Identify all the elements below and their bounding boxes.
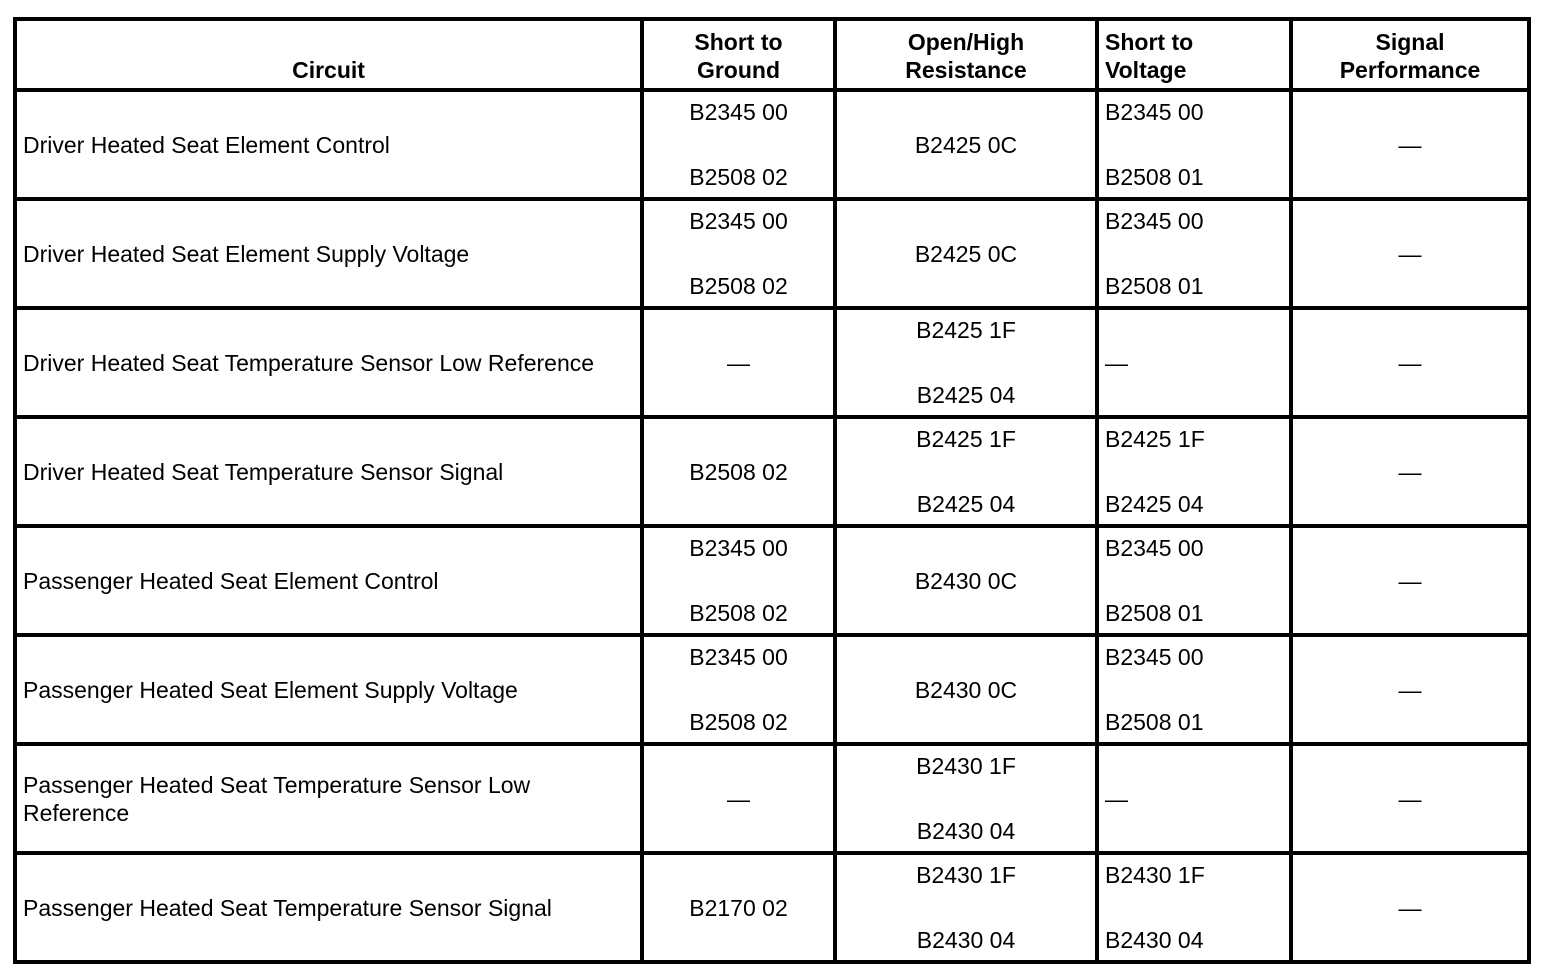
header-signal-performance-line-2: Performance [1339, 57, 1481, 83]
header-short-to-ground-line-1: Short to [694, 29, 783, 55]
signal-performance-values [1293, 203, 1527, 304]
table-header-row [15, 19, 1529, 90]
signal-performance-cell [1291, 308, 1529, 417]
dtc-code: B2345 00 [689, 535, 788, 561]
open-high-resistance-cell [835, 526, 1097, 635]
open-high-resistance-values [837, 639, 1095, 740]
header-short-to-voltage [1097, 19, 1291, 90]
signal-performance-cell [1291, 853, 1529, 962]
dtc-code: — [727, 349, 750, 376]
dtc-code: B2345 00 [1105, 535, 1204, 561]
dtc-code: B2425 1F [1105, 426, 1205, 452]
open-high-resistance-cell [835, 90, 1097, 199]
dtc-code: B2345 00 [689, 208, 788, 234]
circuit-name: Driver Heated Seat Temperature Sensor Low Reference [23, 349, 595, 376]
circuit-name: Passenger Heated Seat Temperature Sensor Signal [23, 894, 552, 921]
circuit-name: Driver Heated Seat Element Supply Voltage [23, 240, 470, 267]
open-high-resistance-values [837, 312, 1095, 413]
dtc-code: — [1398, 676, 1422, 703]
short-to-voltage-cell [1097, 417, 1291, 526]
open-high-resistance-cell [835, 635, 1097, 744]
dtc-code: — [1398, 349, 1422, 376]
open-high-resistance-cell [835, 853, 1097, 962]
short-to-voltage-values [1099, 203, 1289, 304]
short-to-voltage-cell [1097, 853, 1291, 962]
dtc-code: B2425 04 [1105, 491, 1204, 517]
dtc-code: B2508 01 [1105, 709, 1204, 735]
header-short-to-ground [642, 19, 835, 90]
signal-performance-cell [1291, 199, 1529, 308]
dtc-code: B2345 00 [1105, 208, 1204, 234]
dtc-code: B2345 00 [689, 99, 788, 125]
header-circuit-label: Circuit [292, 57, 365, 83]
short-to-voltage-values [1099, 312, 1289, 413]
short-to-voltage-cell [1097, 90, 1291, 199]
circuit-name: Passenger Heated Seat Element Supply Voltage [23, 676, 518, 703]
circuit-name: Driver Heated Seat Element Control [23, 131, 390, 158]
circuit-cell [15, 853, 642, 962]
short-to-ground-cell [642, 417, 835, 526]
header-short-to-voltage-line-2: Voltage [1105, 57, 1187, 83]
short-to-ground-values [644, 857, 833, 958]
short-to-ground-cell [642, 635, 835, 744]
dtc-code: B2508 02 [689, 709, 788, 735]
open-high-resistance-cell [835, 744, 1097, 853]
dtc-code: B2508 02 [689, 273, 788, 299]
header-circuit [15, 19, 642, 90]
dtc-code: — [1105, 349, 1128, 376]
dtc-code: — [1398, 785, 1422, 812]
short-to-ground-cell [642, 853, 835, 962]
table-row [15, 526, 1529, 635]
dtc-code: B2345 00 [689, 644, 788, 670]
short-to-voltage-cell [1097, 744, 1291, 853]
dtc-code: — [1398, 458, 1422, 485]
dtc-code: B2508 01 [1105, 273, 1204, 299]
signal-performance-cell [1291, 635, 1529, 744]
signal-performance-values [1293, 421, 1527, 522]
table-row [15, 199, 1529, 308]
short-to-voltage-values [1099, 94, 1289, 195]
dtc-code: B2508 02 [689, 164, 788, 190]
circuit-cell [15, 308, 642, 417]
header-open-high-resistance [835, 19, 1097, 90]
dtc-code: — [1105, 785, 1128, 812]
header-open-high-resistance-line-2: Resistance [905, 57, 1027, 83]
table-row [15, 635, 1529, 744]
circuit-cell [15, 90, 642, 199]
signal-performance-cell [1291, 417, 1529, 526]
short-to-voltage-cell [1097, 199, 1291, 308]
dtc-code: — [1398, 131, 1422, 158]
dtc-code: B2425 04 [916, 382, 1016, 408]
signal-performance-values [1293, 530, 1527, 631]
circuit-name: Passenger Heated Seat Element Control [23, 567, 439, 594]
short-to-voltage-cell [1097, 635, 1291, 744]
circuit-cell [15, 199, 642, 308]
short-to-ground-values [644, 203, 833, 304]
short-to-voltage-values [1099, 857, 1289, 958]
circuit-cell [15, 526, 642, 635]
table-row [15, 90, 1529, 199]
short-to-ground-values [644, 639, 833, 740]
header-signal-performance [1291, 19, 1529, 90]
dtc-code: B2508 01 [1105, 164, 1204, 190]
short-to-ground-values [644, 421, 833, 522]
open-high-resistance-cell [835, 199, 1097, 308]
short-to-voltage-cell [1097, 526, 1291, 635]
dtc-code: — [1398, 567, 1422, 594]
short-to-ground-values [644, 530, 833, 631]
short-to-ground-cell [642, 90, 835, 199]
short-to-voltage-values [1099, 530, 1289, 631]
open-high-resistance-values [837, 203, 1095, 304]
dtc-code: B2425 0C [914, 240, 1018, 267]
header-open-high-resistance-line-1: Open/High [907, 29, 1025, 55]
dtc-code: — [1398, 894, 1422, 921]
signal-performance-values [1293, 748, 1527, 849]
circuit-cell [15, 635, 642, 744]
dtc-code: B2425 1F [916, 317, 1016, 343]
open-high-resistance-values [837, 530, 1095, 631]
short-to-voltage-cell [1097, 308, 1291, 417]
table-body [15, 90, 1529, 962]
signal-performance-values [1293, 94, 1527, 195]
dtc-code: B2425 1F [916, 426, 1016, 452]
dtc-code: B2430 0C [914, 567, 1018, 594]
dtc-code: B2430 1F [916, 753, 1016, 779]
short-to-ground-values [644, 312, 833, 413]
circuit-cell [15, 417, 642, 526]
short-to-voltage-values [1099, 421, 1289, 522]
open-high-resistance-values [837, 857, 1095, 958]
dtc-code: — [1398, 240, 1422, 267]
open-high-resistance-values [837, 94, 1095, 195]
signal-performance-values [1293, 312, 1527, 413]
open-high-resistance-values [837, 748, 1095, 849]
dtc-circuit-table [13, 17, 1531, 964]
table-row [15, 853, 1529, 962]
circuit-name: Driver Heated Seat Temperature Sensor Signal [23, 458, 504, 485]
dtc-code: B2170 02 [689, 894, 788, 921]
table-row [15, 744, 1529, 853]
header-signal-performance-line-1: Signal [1375, 29, 1445, 55]
dtc-code: B2430 04 [1105, 927, 1204, 953]
dtc-code: B2430 04 [916, 927, 1016, 953]
signal-performance-cell [1291, 744, 1529, 853]
short-to-ground-values [644, 94, 833, 195]
circuit-cell [15, 744, 642, 853]
open-high-resistance-cell [835, 417, 1097, 526]
table-row [15, 417, 1529, 526]
short-to-ground-cell [642, 199, 835, 308]
short-to-ground-cell [642, 308, 835, 417]
dtc-code: B2430 1F [1105, 862, 1205, 888]
dtc-code: B2425 04 [916, 491, 1016, 517]
dtc-code: — [727, 785, 750, 812]
dtc-code: B2430 1F [916, 862, 1016, 888]
dtc-code: B2430 0C [914, 676, 1018, 703]
circuit-name: Passenger Heated Seat Temperature Sensor Low Reference [23, 771, 531, 826]
dtc-code: B2508 02 [689, 458, 788, 485]
dtc-code: B2425 0C [914, 131, 1018, 158]
signal-performance-cell [1291, 90, 1529, 199]
dtc-code: B2345 00 [1105, 644, 1204, 670]
header-short-to-ground-line-2: Ground [696, 57, 781, 83]
open-high-resistance-values [837, 421, 1095, 522]
short-to-ground-values [644, 748, 833, 849]
dtc-code: B2508 01 [1105, 600, 1204, 626]
table-row [15, 308, 1529, 417]
short-to-ground-cell [642, 744, 835, 853]
dtc-code: B2508 02 [689, 600, 788, 626]
header-short-to-voltage-line-1: Short to [1105, 29, 1194, 55]
dtc-code: B2345 00 [1105, 99, 1204, 125]
short-to-voltage-values [1099, 748, 1289, 849]
signal-performance-values [1293, 857, 1527, 958]
short-to-ground-cell [642, 526, 835, 635]
signal-performance-cell [1291, 526, 1529, 635]
short-to-voltage-values [1099, 639, 1289, 740]
open-high-resistance-cell [835, 308, 1097, 417]
dtc-code: B2430 04 [916, 818, 1016, 844]
signal-performance-values [1293, 639, 1527, 740]
